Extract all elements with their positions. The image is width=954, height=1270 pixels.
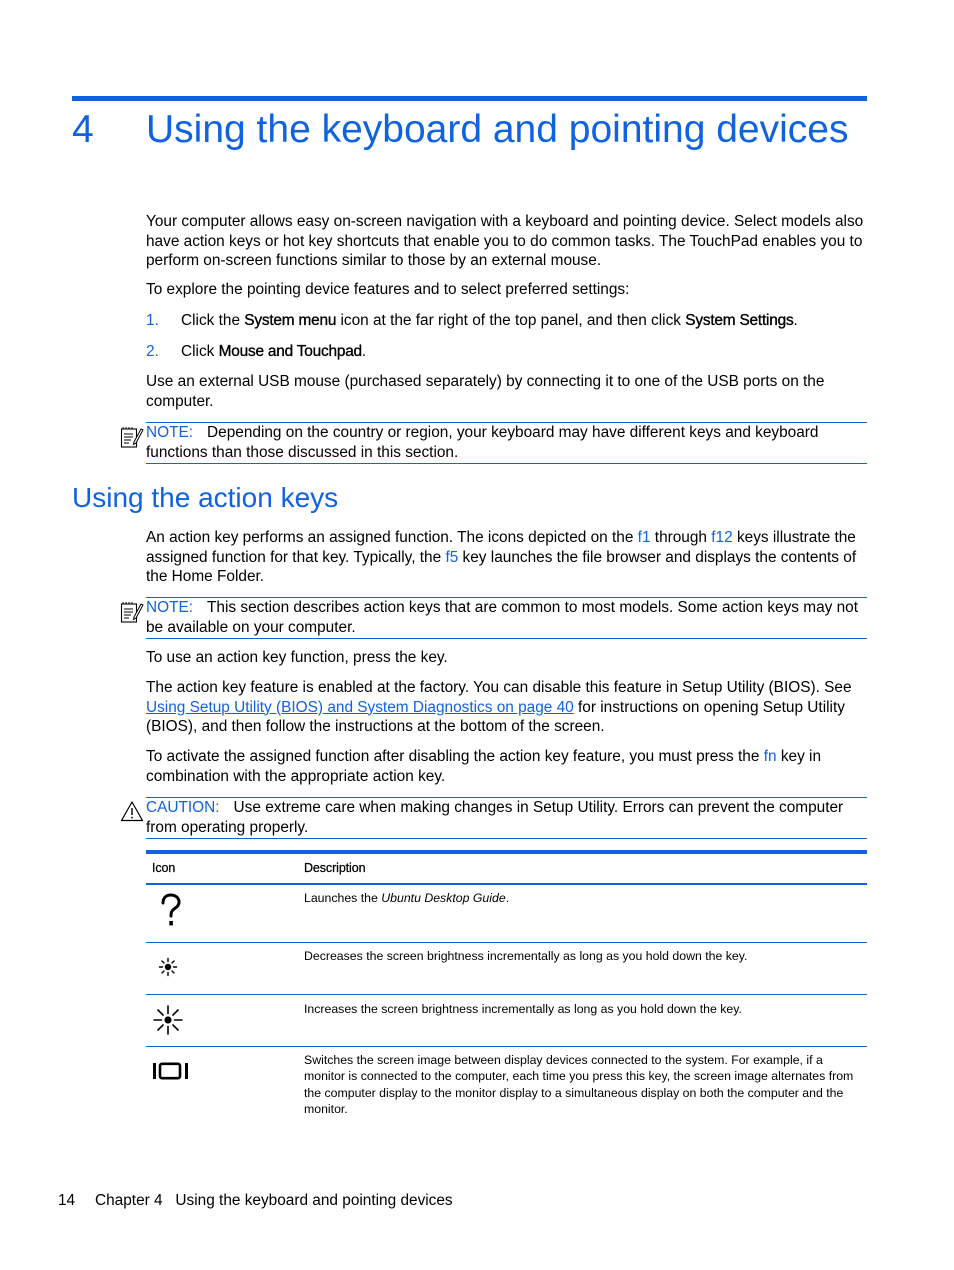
system-menu-term: System menu — [244, 312, 337, 329]
display-switch-icon — [152, 1061, 192, 1086]
note-callout — [146, 597, 867, 639]
intro-paragraph: Your computer allows easy on-screen navigation with a keyboard and pointing device. Select models also have action keys or hot key shortcuts that enable you to do common tasks. The TouchPad enables you to perform on-screen functions similar to those by an external mouse. — [146, 213, 864, 269]
fn-key: fn — [763, 748, 777, 765]
action-key-paragraph: An action key performs an assigned function. The icons depicted on the f1 through f12 keys illustrate the assigned function for that key. Typically, the f5 key launches the file browser and displays the contents of the Home Folder. — [146, 529, 857, 585]
brightness-down-icon — [157, 956, 179, 983]
caution-icon — [120, 800, 144, 827]
note-label: NOTE: — [146, 599, 194, 616]
note-icon — [120, 425, 144, 454]
table-row-divider — [146, 1046, 867, 1047]
note-label: NOTE: — [146, 424, 194, 441]
note-text: Depending on the country or region, your keyboard may have different keys and keyboard functions than those discussed in this section. — [146, 424, 819, 461]
intro-paragraph-2: To explore the pointing device features and to select preferred settings: — [146, 281, 630, 298]
step-number: 1. — [146, 312, 159, 329]
system-settings-term: System Settings — [685, 312, 794, 329]
step-number: 2. — [146, 343, 159, 360]
chapter-number: 4 — [72, 108, 94, 151]
page-number: 14 — [58, 1192, 76, 1209]
step-2: Click Mouse and Touchpad. — [181, 343, 367, 360]
usb-mouse-paragraph: Use an external USB mouse (purchased separately) by connecting it to one of the USB ports on the computer. — [146, 373, 825, 410]
f1-key: f1 — [637, 529, 651, 546]
table-row-divider — [146, 994, 867, 995]
chapter-rule — [72, 96, 867, 101]
f5-key: f5 — [445, 548, 459, 566]
icon-column-header: Icon — [152, 861, 176, 875]
note-text: This section describes action keys that are common to most models. Some action keys may not be available on your computer. — [146, 599, 858, 636]
bios-paragraph: The action key feature is enabled at the factory. You can disable this feature in Setup Utility (BIOS). See Using Setup Utility (BIOS) and System Diagnostics on page 40 for instructions on opening Setup Utility (BIOS), and then follow the instructions at the bottom of the screen. — [146, 679, 852, 735]
bios-link[interactable]: Using Setup Utility (BIOS) and System Diagnostics on page 40 — [146, 698, 574, 716]
section-heading: Using the action keys — [72, 482, 339, 513]
table-row-divider — [146, 942, 867, 943]
fn-paragraph: To activate the assigned function after disabling the action key feature, you must press the fn key in combination with the appropriate action key. — [146, 748, 822, 785]
press-key-paragraph: To use an action key function, press the key. — [146, 649, 448, 666]
mouse-touchpad-term: Mouse and Touchpad — [218, 343, 362, 360]
note-icon — [120, 600, 144, 629]
brightness-up-icon — [152, 1004, 184, 1041]
running-footer: Chapter 4 Using the keyboard and pointing devices — [95, 1192, 453, 1209]
table-top-rule — [146, 850, 867, 854]
caution-callout — [146, 797, 867, 839]
table-row-description: Increases the screen brightness incrementally as long as you hold down the key. — [304, 1002, 742, 1016]
note-callout — [146, 422, 867, 464]
table-header-rule — [146, 883, 867, 885]
table-row-description: Switches the screen image between display devices connected to the system. For example, if a monitor is connected to the computer, each time you press this key, the screen image alternates from the computer display to the monitor display to a simultaneous display on both the computer and the monitor. — [304, 1053, 854, 1116]
chapter-title: Using the keyboard and pointing devices — [146, 108, 849, 151]
caution-label: CAUTION: — [146, 799, 220, 816]
f12-key: f12 — [711, 529, 733, 546]
table-row-description: Decreases the screen brightness incrementally as long as you hold down the key. — [304, 949, 748, 963]
caution-text: Use extreme care when making changes in Setup Utility. Errors can prevent the computer from operating properly. — [146, 799, 844, 836]
question-mark-icon — [159, 893, 183, 934]
step-1: Click the System menu icon at the far right of the top panel, and then click System Settings. — [181, 312, 798, 329]
ubuntu-guide-title: Ubuntu Desktop Guide — [381, 891, 506, 905]
table-row-description: Launches the Ubuntu Desktop Guide. — [304, 891, 510, 905]
description-column-header: Description — [304, 861, 366, 875]
